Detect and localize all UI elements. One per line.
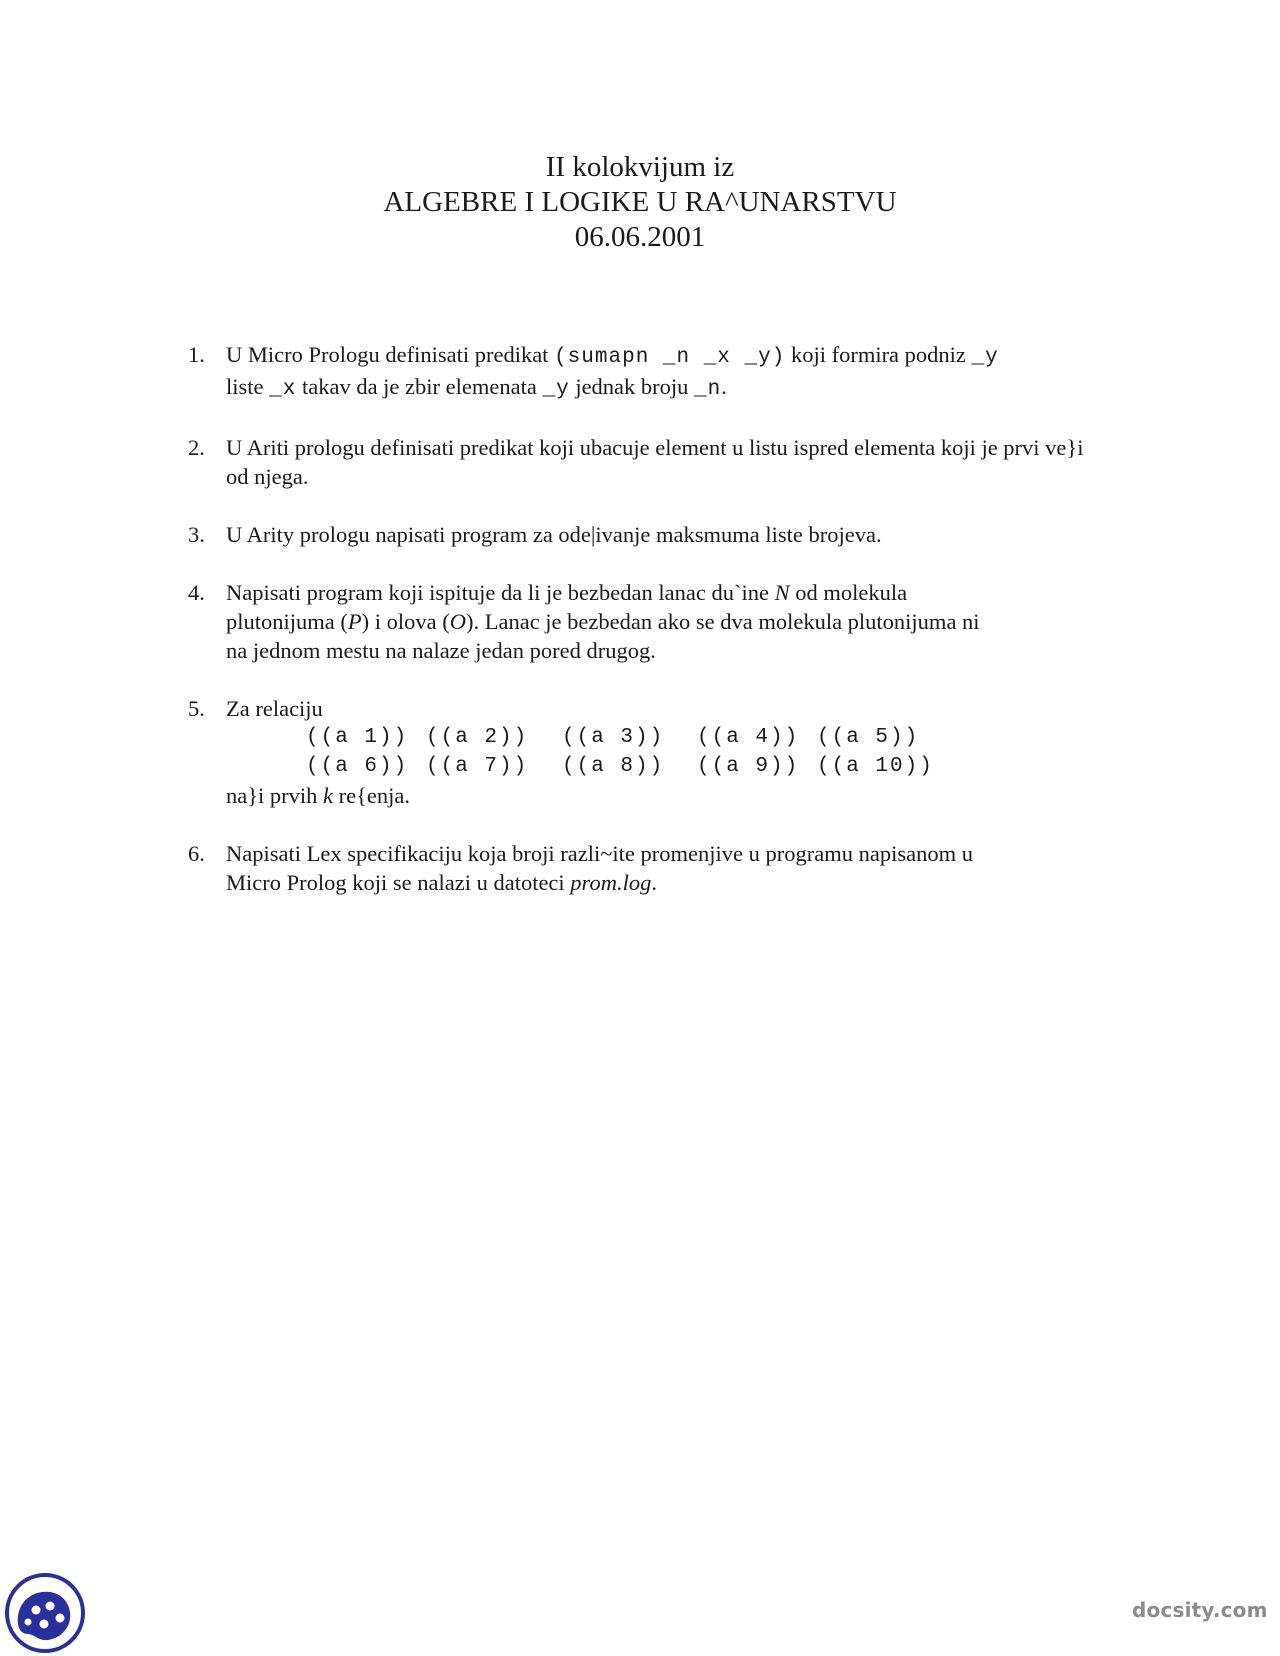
- problem-text: jednak broju: [569, 374, 695, 399]
- italic-term: prom.log: [570, 870, 652, 895]
- relation-fact: ((a 5)): [817, 726, 920, 749]
- problem-text: Napisati Lex specifikaciju koja broji razli~ite promenjive u programu napisanom u: [226, 841, 973, 866]
- code-snippet: _y: [542, 378, 570, 401]
- problem-text: .: [651, 870, 657, 895]
- code-snippet: _x: [269, 378, 297, 401]
- relation-row: [306, 752, 1098, 781]
- problem-number: 6.: [188, 841, 205, 866]
- relation-fact: ((a 1)): [306, 726, 409, 749]
- problem-list: [188, 340, 1098, 926]
- problem-text: od molekula: [789, 580, 908, 605]
- relation-table: [306, 723, 1098, 781]
- header-line-1: II kolokvijum iz: [545, 151, 735, 183]
- problem-text: liste: [226, 374, 270, 399]
- code-snippet: _y: [971, 346, 999, 369]
- problem-text: U Arity prologu napisati program za ode|ivanje maksmuma liste brojeva.: [226, 522, 882, 547]
- problem-text: ) i olova (: [361, 609, 450, 634]
- italic-term: P: [347, 609, 362, 634]
- problem-text: Za relaciju: [226, 696, 323, 721]
- problem-text: ). Lanac je bezbedan ako se dva molekula plutonijuma ni: [465, 609, 980, 634]
- problem-text: Micro Prolog koji se nalazi u datoteci: [226, 870, 571, 895]
- relation-row: [306, 723, 1098, 752]
- problem-5: [188, 694, 1098, 810]
- docsity-logo-icon[interactable]: [4, 1572, 86, 1654]
- relation-fact: ((a 8)): [562, 755, 665, 778]
- problem-text: na jednom mestu na nalaze jedan pored drugog.: [226, 638, 656, 663]
- problem-text: U Ariti prologu definisati predikat koji ubacuje element u listu ispred elementa koji je prvi ve}i od njega.: [226, 435, 1084, 489]
- problem-text: U Micro Prologu definisati predikat: [226, 342, 555, 367]
- relation-fact: ((a 10)): [817, 755, 934, 778]
- problem-4: [188, 578, 1098, 665]
- problem-text: takav da je zbir elemenata: [296, 374, 543, 399]
- code-snippet: _n: [694, 378, 722, 401]
- problem-text: .: [721, 374, 727, 399]
- problem-number: 2.: [188, 435, 205, 460]
- italic-term: N: [774, 580, 790, 605]
- header-line-2: ALGEBRE I LOGIKE U RA^UNARSTVU: [383, 186, 897, 218]
- problem-text: na}i prvih: [226, 783, 324, 808]
- problem-1: [188, 340, 1098, 404]
- problem-number: 3.: [188, 522, 205, 547]
- italic-term: O: [449, 609, 466, 634]
- relation-fact: ((a 4)): [697, 726, 800, 749]
- problem-text: Napisati program koji ispituje da li je bezbedan lanac du`ine: [226, 580, 775, 605]
- problem-2: [188, 433, 1098, 491]
- relation-fact: ((a 2)): [426, 726, 529, 749]
- problem-text: plutonijuma (: [226, 609, 348, 634]
- problem-number: 5.: [188, 696, 205, 721]
- problem-text: koji formira podniz: [785, 342, 972, 367]
- code-snippet: (sumapn _n _x _y): [554, 346, 786, 369]
- italic-term: k: [323, 783, 334, 808]
- document-header: [0, 150, 1280, 255]
- relation-fact: ((a 6)): [306, 755, 409, 778]
- docsity-watermark[interactable]: docsity.com: [1132, 1598, 1268, 1622]
- problem-3: [188, 520, 1098, 549]
- relation-fact: ((a 9)): [697, 755, 800, 778]
- header-line-3-date: 06.06.2001: [574, 221, 706, 253]
- problem-6: [188, 839, 1098, 897]
- problem-number: 1.: [188, 342, 205, 367]
- problem-text: re{enja.: [333, 783, 411, 808]
- relation-fact: ((a 7)): [426, 755, 529, 778]
- problem-number: 4.: [188, 580, 205, 605]
- relation-fact: ((a 3)): [562, 726, 665, 749]
